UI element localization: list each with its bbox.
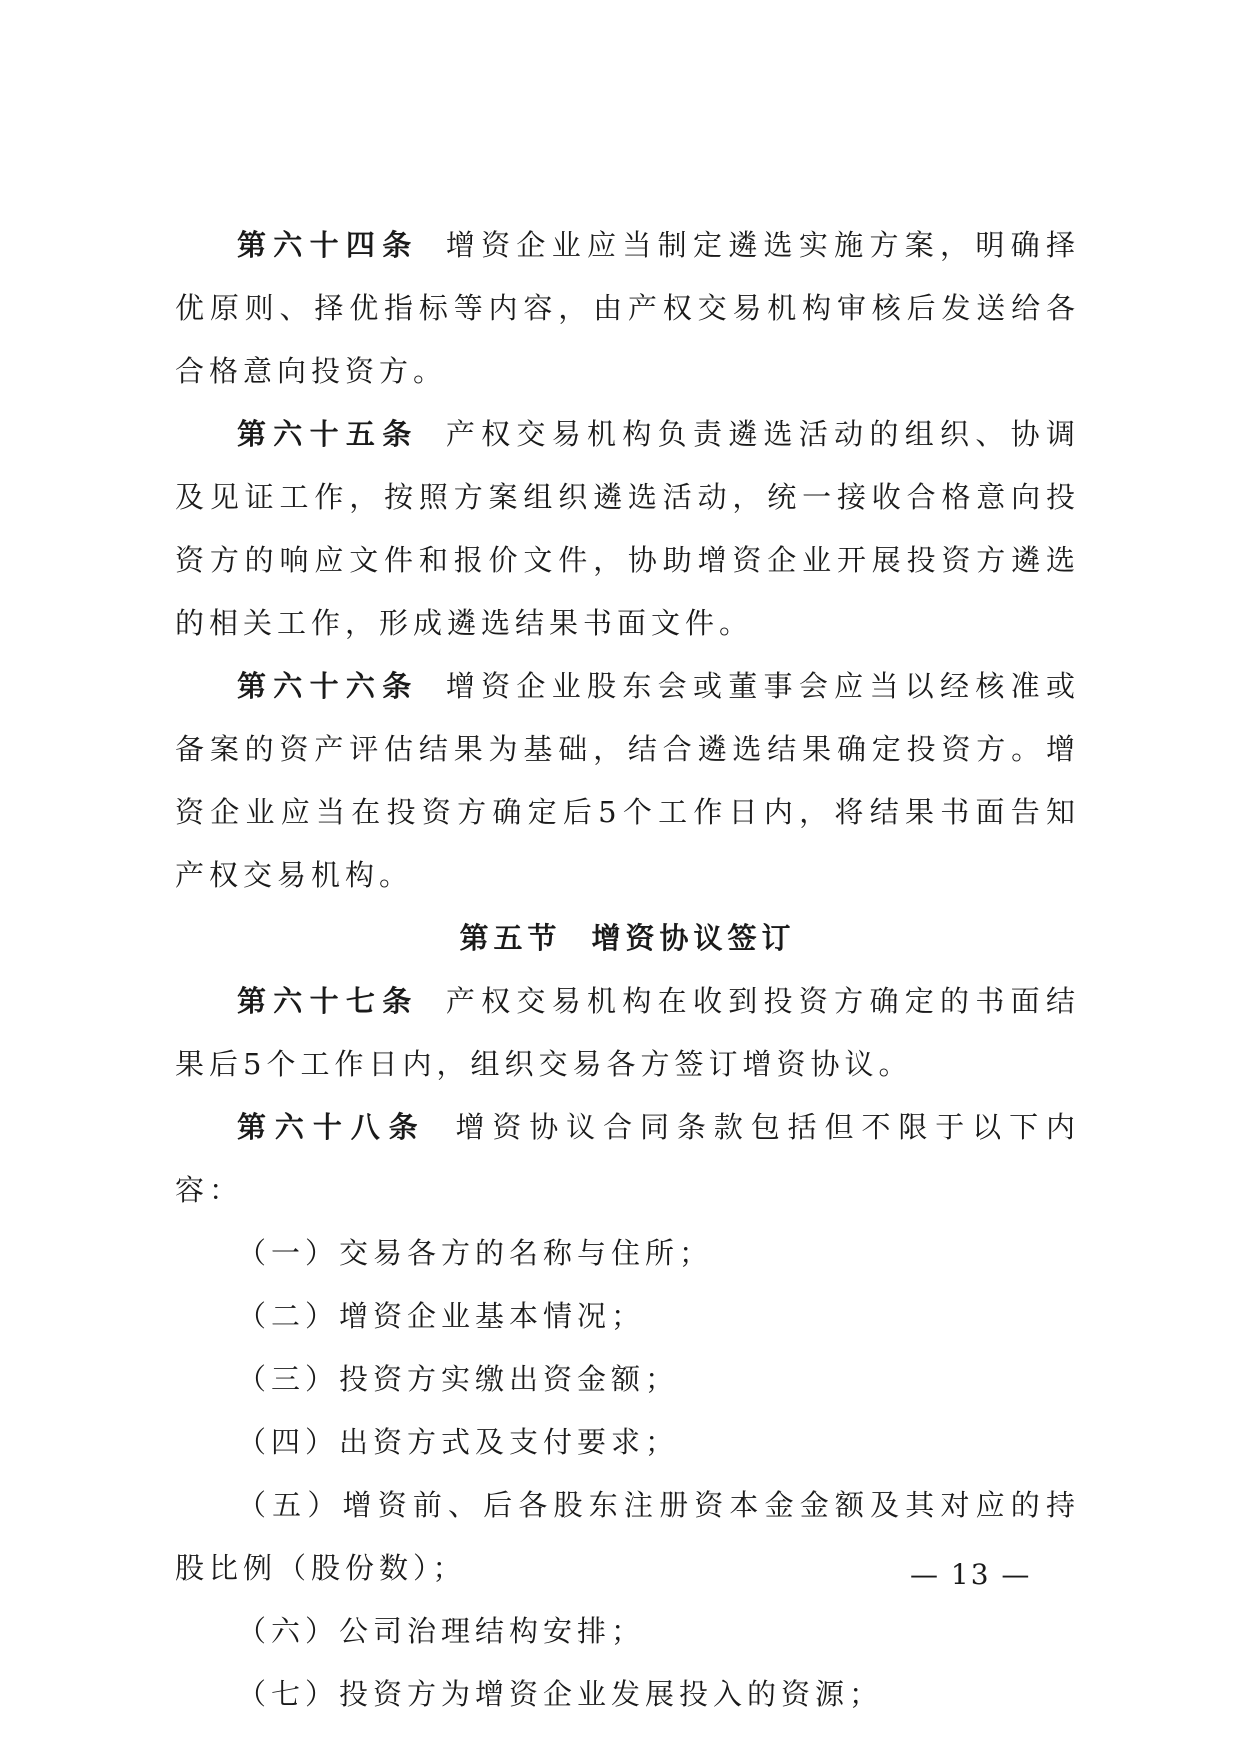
article-64	[175, 214, 1080, 403]
article-68	[175, 1096, 1080, 1222]
article-text: 增资企业股东会或董事会应当以经核准或备案的资产评估结果为基础，结合遴选结果确定投资方。增资企业应当在投资方确定后5个工作日内，将结果书面告知产权交易机构。	[175, 669, 1080, 892]
article-text: 产权交易机构负责遴选活动的组织、协调及见证工作，按照方案组织遴选活动，统一接收合格意向投资方的响应文件和报价文件，协助增资企业开展投资方遴选的相关工作，形成遴选结果书面文件。	[175, 417, 1080, 640]
list-item: （三）投资方实缴出资金额；	[237, 1362, 680, 1396]
list-item: （一）交易各方的名称与住所；	[237, 1236, 714, 1270]
page-number: — 13 —	[910, 1558, 1032, 1591]
list-item: （六）公司治理结构安排；	[237, 1614, 646, 1648]
article-number: 第六十七条	[237, 984, 419, 1018]
section-number: 第五节	[459, 921, 562, 955]
document-body	[175, 214, 1080, 1726]
article-text: 增资协议合同条款包括但不限于以下内容：	[175, 1110, 1080, 1207]
article-66	[175, 655, 1080, 907]
article-67	[175, 970, 1080, 1096]
section-heading	[175, 907, 1080, 970]
section-title: 增资协议签订	[591, 921, 796, 955]
list-item: （五）增资前、后各股东注册资本金金额及其对应的持股比例（股份数）；	[175, 1488, 1080, 1585]
article-text: 增资企业应当制定遴选实施方案，明确择优原则、择优指标等内容，由产权交易机构审核后发送给各合格意向投资方。	[175, 228, 1080, 388]
article-number: 第六十六条	[237, 669, 419, 703]
article-text: 产权交易机构在收到投资方确定的书面结果后5个工作日内，组织交易各方签订增资协议。	[175, 984, 1080, 1081]
list-item: （二）增资企业基本情况；	[237, 1299, 646, 1333]
article-65	[175, 403, 1080, 655]
list-item: （四）出资方式及支付要求；	[237, 1425, 680, 1459]
article-number: 第六十五条	[237, 417, 419, 451]
list-item: （七）投资方为增资企业发展投入的资源；	[237, 1677, 884, 1711]
article-number: 第六十八条	[237, 1110, 427, 1144]
article-number: 第六十四条	[237, 228, 419, 262]
